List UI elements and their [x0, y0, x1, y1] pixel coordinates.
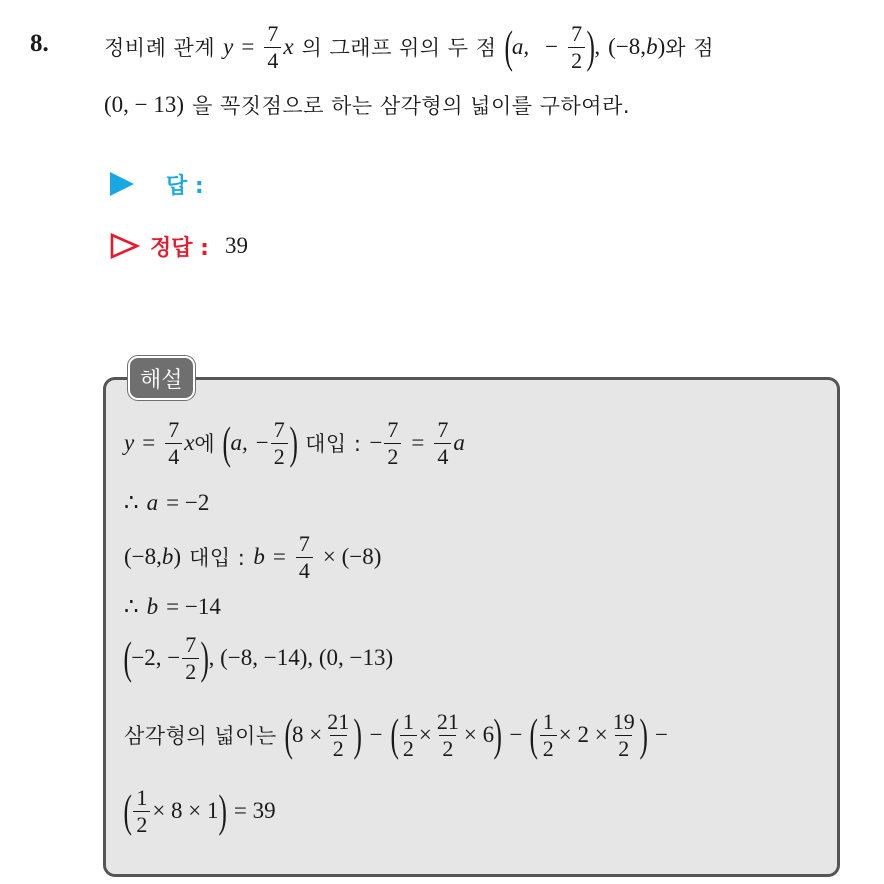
equals-sign: = [241, 34, 255, 59]
var-y: y [223, 34, 234, 59]
var-x: x [184, 430, 195, 455]
equals-sign: = [142, 430, 156, 455]
problem-text: 의 그래프 위의 두 점 [301, 36, 497, 60]
var-a: a, [230, 430, 248, 455]
outline-triangle-icon [110, 233, 140, 259]
problem-text: 와 점 [665, 36, 714, 60]
problem-line-2 [104, 88, 630, 122]
expression: −2, − [131, 645, 181, 670]
fraction: $\frac{21}{2}$ [327, 709, 350, 761]
text: 대입 : [305, 432, 362, 456]
problem-number: 8. [30, 30, 49, 57]
fraction: $\frac{7}{4}$ [434, 418, 451, 467]
expression: 8 × [292, 722, 323, 747]
comma: , [594, 34, 601, 59]
fraction: $\frac{21}{2}$ [436, 709, 459, 761]
problem-text: 을 꼭짓점으로 하는 삼각형의 넓이를 구하여라. [192, 94, 631, 118]
point: (−8, [124, 544, 162, 569]
fraction: $\frac{7}{2}$ [182, 633, 199, 682]
fraction: $\frac{1}{2}$ [133, 786, 150, 835]
paren-close: ) [657, 34, 666, 59]
fraction: $\frac{7}{2}$ [384, 418, 401, 467]
var-b: b [161, 544, 174, 569]
paren-open: ( [503, 21, 513, 72]
paren-close: ) [217, 785, 227, 836]
fraction: $\frac{7}{2}$ [568, 22, 585, 71]
fraction: $\frac{19}{2}$ [612, 709, 635, 761]
minus-sign: − [369, 430, 383, 455]
expression: , (−8, −14), (0, −13) [208, 645, 394, 670]
paren-close: ) [639, 709, 648, 760]
explanation-line-6 [124, 702, 668, 768]
times-sign: × [418, 722, 432, 747]
var-a: a [146, 490, 159, 515]
paren-open: ( [284, 709, 293, 760]
expression: × 6 [463, 722, 495, 747]
fraction: $\frac{1}{2}$ [540, 710, 557, 759]
therefore-sign: ∴ [124, 490, 139, 515]
text: 에 [194, 432, 216, 456]
var-b: b [146, 594, 159, 619]
correct-answer-value: 39 [224, 233, 248, 258]
explanation-line-3 [124, 526, 381, 588]
var-b: b [253, 544, 265, 569]
point-a: a, [511, 34, 530, 59]
point-2: (−8, [608, 34, 647, 59]
fraction: $\frac{7}{4}$ [296, 532, 313, 581]
paren-close: ) [353, 709, 363, 760]
text: 삼각형의 넓이는 [124, 724, 277, 748]
paren-close: ) [200, 632, 210, 683]
paren-close: ) [173, 544, 182, 569]
explanation-line-1 [124, 412, 465, 474]
paren-open: ( [123, 785, 132, 836]
var-x: x [283, 34, 294, 59]
paren-open: ( [123, 632, 132, 683]
expression: × 2 × [558, 722, 608, 747]
equals-sign: = [411, 430, 425, 455]
text: 대입 : [189, 546, 246, 570]
minus-sign: − [255, 430, 269, 455]
paren-open: ( [390, 709, 399, 760]
expression: × (−8) [322, 544, 382, 569]
therefore-sign: ∴ [124, 594, 139, 619]
problem-text: 정비례 관계 [104, 36, 216, 60]
minus-sign: − [545, 34, 559, 59]
var-b: b [646, 34, 658, 59]
fraction: $\frac{1}{2}$ [400, 710, 417, 759]
explanation-tag: 해설 [128, 356, 195, 400]
explanation-line-7 [124, 778, 276, 844]
paren-close: ) [289, 417, 298, 468]
explanation-line-4 [124, 590, 221, 624]
paren-close: ) [586, 21, 595, 72]
answer-row [110, 166, 324, 202]
point-3: (0, − 13) [104, 92, 185, 117]
correct-answer-row [110, 228, 248, 264]
minus-sign: − [655, 722, 669, 747]
paren-open: ( [222, 417, 232, 468]
answer-label: 답 : [166, 173, 204, 199]
play-icon [110, 172, 134, 196]
minus-sign: − [369, 722, 383, 747]
explanation-line-2 [124, 486, 209, 520]
expression: = −2 [166, 490, 210, 515]
paren-close: ) [493, 709, 502, 760]
minus-sign: − [509, 722, 523, 747]
fraction: $\frac{7}{4}$ [165, 418, 182, 467]
expression: = −14 [166, 594, 221, 619]
equals-sign: = [272, 544, 286, 569]
expression: × 8 × 1 [152, 798, 219, 823]
result: = 39 [233, 798, 276, 823]
var-y: y [124, 430, 135, 455]
paren-open: ( [529, 709, 539, 760]
explanation-line-5 [124, 626, 393, 690]
fraction: $\frac{7}{4}$ [264, 22, 281, 71]
correct-answer-label: 정답 : [150, 235, 209, 261]
problem-line-1 [104, 18, 714, 76]
fraction: $\frac{7}{2}$ [271, 418, 288, 467]
var-a: a [453, 430, 465, 455]
